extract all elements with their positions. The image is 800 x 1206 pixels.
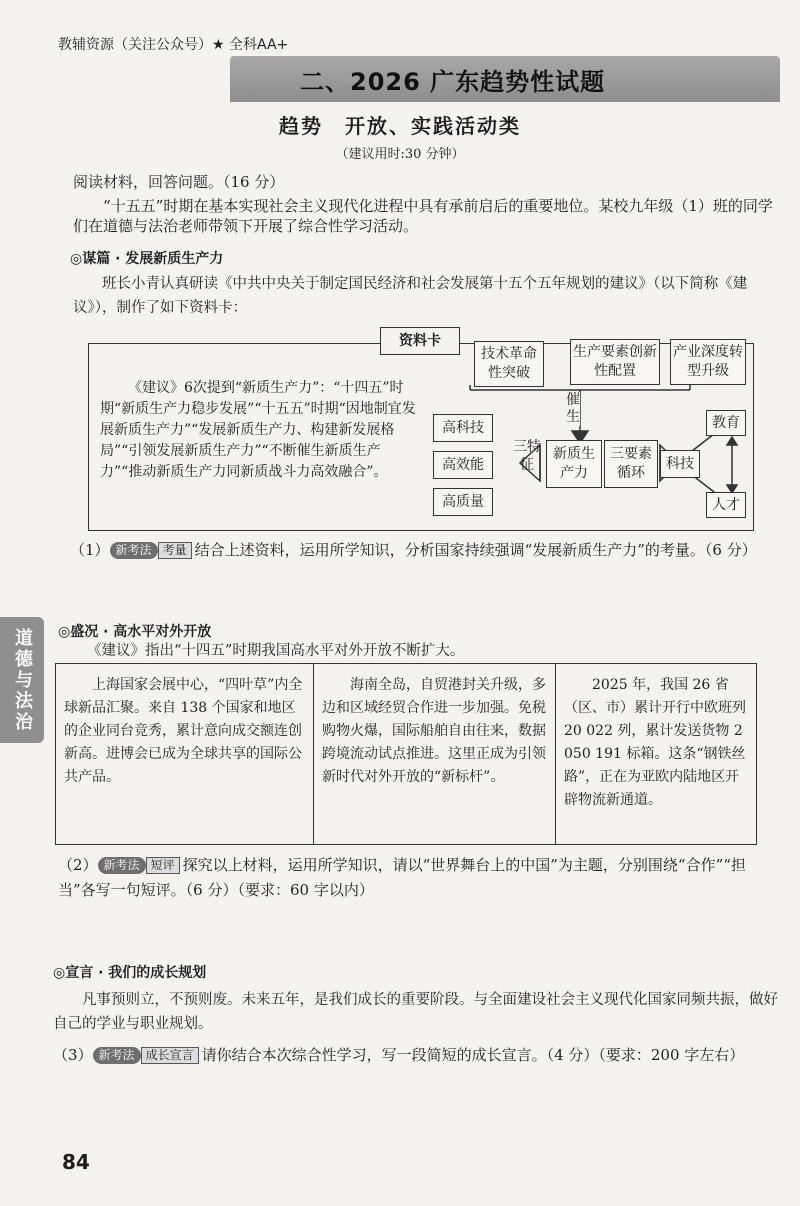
open-policy-table — [55, 663, 757, 845]
diagram-box-high-tech: 高科技 — [433, 414, 493, 442]
question-type-tag: 考量 — [158, 542, 192, 559]
diagram-box-high-efficiency: 高效能 — [433, 451, 493, 479]
question-2 — [58, 853, 778, 903]
diagram-box-high-quality: 高质量 — [433, 488, 493, 516]
banner-title: 二、2026 广东趋势性试题 — [300, 68, 606, 96]
section1-text: 班长小青认真研读《中共中央关于制定国民经济和社会发展第十五个五年规划的建议》（以下简称《建议》），制作了如下资料卡： — [73, 276, 748, 316]
diagram-box-education: 教育 — [706, 410, 746, 436]
data-card-text: 《建议》6次提到“新质生产力”：“十四五”时期“新质生产力稳步发展”“十五五”时期“因地制宜发展新质生产力”“发展新质生产力、构建新发展格局”“引领发展新质生产力”“不断催生新质生产力”“推动新质生产力同新质战斗力高效融合”。 — [100, 380, 416, 480]
new-exam-tag: 新考法 — [93, 1047, 141, 1064]
intro-line: 阅读材料，回答问题。（16 分） — [73, 173, 285, 191]
diagram-label-cuisheng: 催生 — [566, 392, 580, 425]
data-card-label: 资料卡 — [380, 327, 460, 355]
question-1 — [70, 540, 780, 560]
section2-text: 《建议》指出“十四五”时期我国高水平对外开放不断扩大。 — [87, 643, 465, 659]
section-banner — [230, 56, 780, 102]
section3-text: 凡事预则立，不预则废。未来五年，是我们成长的重要阶段。与全面建设社会主义现代化国家同频共振，做好自己的学业与职业规划。 — [53, 992, 778, 1032]
new-exam-tag: 新考法 — [110, 542, 158, 559]
time-hint: （建议用时:30 分钟） — [335, 147, 465, 162]
page-subtitle: 趋势 开放、实践活动类 — [279, 114, 521, 138]
diagram-box-tech-revolution: 技术革命性突破 — [474, 341, 544, 387]
q1-number: （1） — [70, 541, 110, 559]
section-title-2: ◎盛况 · 高水平对外开放 — [58, 624, 212, 640]
diagram-box-industry-upgrade: 产业深度转型升级 — [670, 339, 746, 385]
q2-number: （2） — [58, 856, 98, 874]
q1-text: 结合上述资料，运用所学知识，分析国家持续强调“发展新质生产力”的考量。（6 分） — [194, 541, 757, 559]
diagram-box-keji: 科技 — [660, 450, 700, 478]
section-title-3: ◎宣言 · 我们的成长规划 — [53, 965, 207, 981]
diagram-box-factor-allocation: 生产要素创新性配置 — [570, 339, 660, 385]
intro-paragraph: “十五五”时期在基本实现社会主义现代化进程中具有承前启后的重要地位。某校九年级（1）班的同学们在道德与法治老师带领下开展了综合性学习活动。 — [73, 197, 773, 235]
watermark-text: 教辅资源（关注公众号）★ 全科AA+ — [58, 37, 289, 53]
q2-text: 探究以上材料，运用所学知识，请以“世界舞台上的中国”为主题，分别围绕“合作”“担当”各写一句短评。（6 分）（要求：60 字以内） — [58, 856, 746, 899]
diagram-label-three-features: 三特征 — [513, 439, 541, 473]
page-number: 84 — [62, 1150, 90, 1174]
question-type-tag: 短评 — [146, 857, 180, 874]
subject-side-tab: 道德与法治 — [0, 617, 44, 743]
table-cell-china-europe-railway: 2025 年，我国 26 省（区、市）累计开行中欧班列 20 022 列，累计发送货物 2 050 191 标箱。这条“钢铁丝路”，正在为亚欧内陆地区开辟物流新通道。 — [555, 664, 756, 844]
diagram-box-talent: 人才 — [706, 492, 746, 518]
diagram-box-new-quality-productivity: 新质生产力 — [546, 440, 602, 488]
section-title-1: ◎谋篇 · 发展新质生产力 — [70, 251, 224, 267]
table-cell-hainan: 海南全岛，自贸港封关升级，多边和区域经贸合作进一步加强。免税购物火爆，国际船舶自由往来，数据跨境流动试点推进。这里正成为引领新时代对外开放的“新标杆”。 — [313, 664, 555, 844]
table-cell-shanghai: 上海国家会展中心，“四叶草”内全球新品汇聚。来自 138 个国家和地区的企业同台竞秀，累计意向成交额连创新高。进博会已成为全球共享的国际公共产品。 — [64, 677, 303, 785]
new-exam-tag: 新考法 — [98, 857, 146, 874]
diagram-box-three-elements-cycle: 三要素循环 — [604, 440, 658, 488]
q3-number: （3） — [53, 1046, 93, 1064]
q3-text: 请你结合本次综合性学习，写一段简短的成长宣言。（4 分）（要求：200 字左右） — [201, 1046, 745, 1064]
question-type-tag: 成长宣言 — [141, 1047, 199, 1064]
question-3 — [53, 1045, 781, 1065]
